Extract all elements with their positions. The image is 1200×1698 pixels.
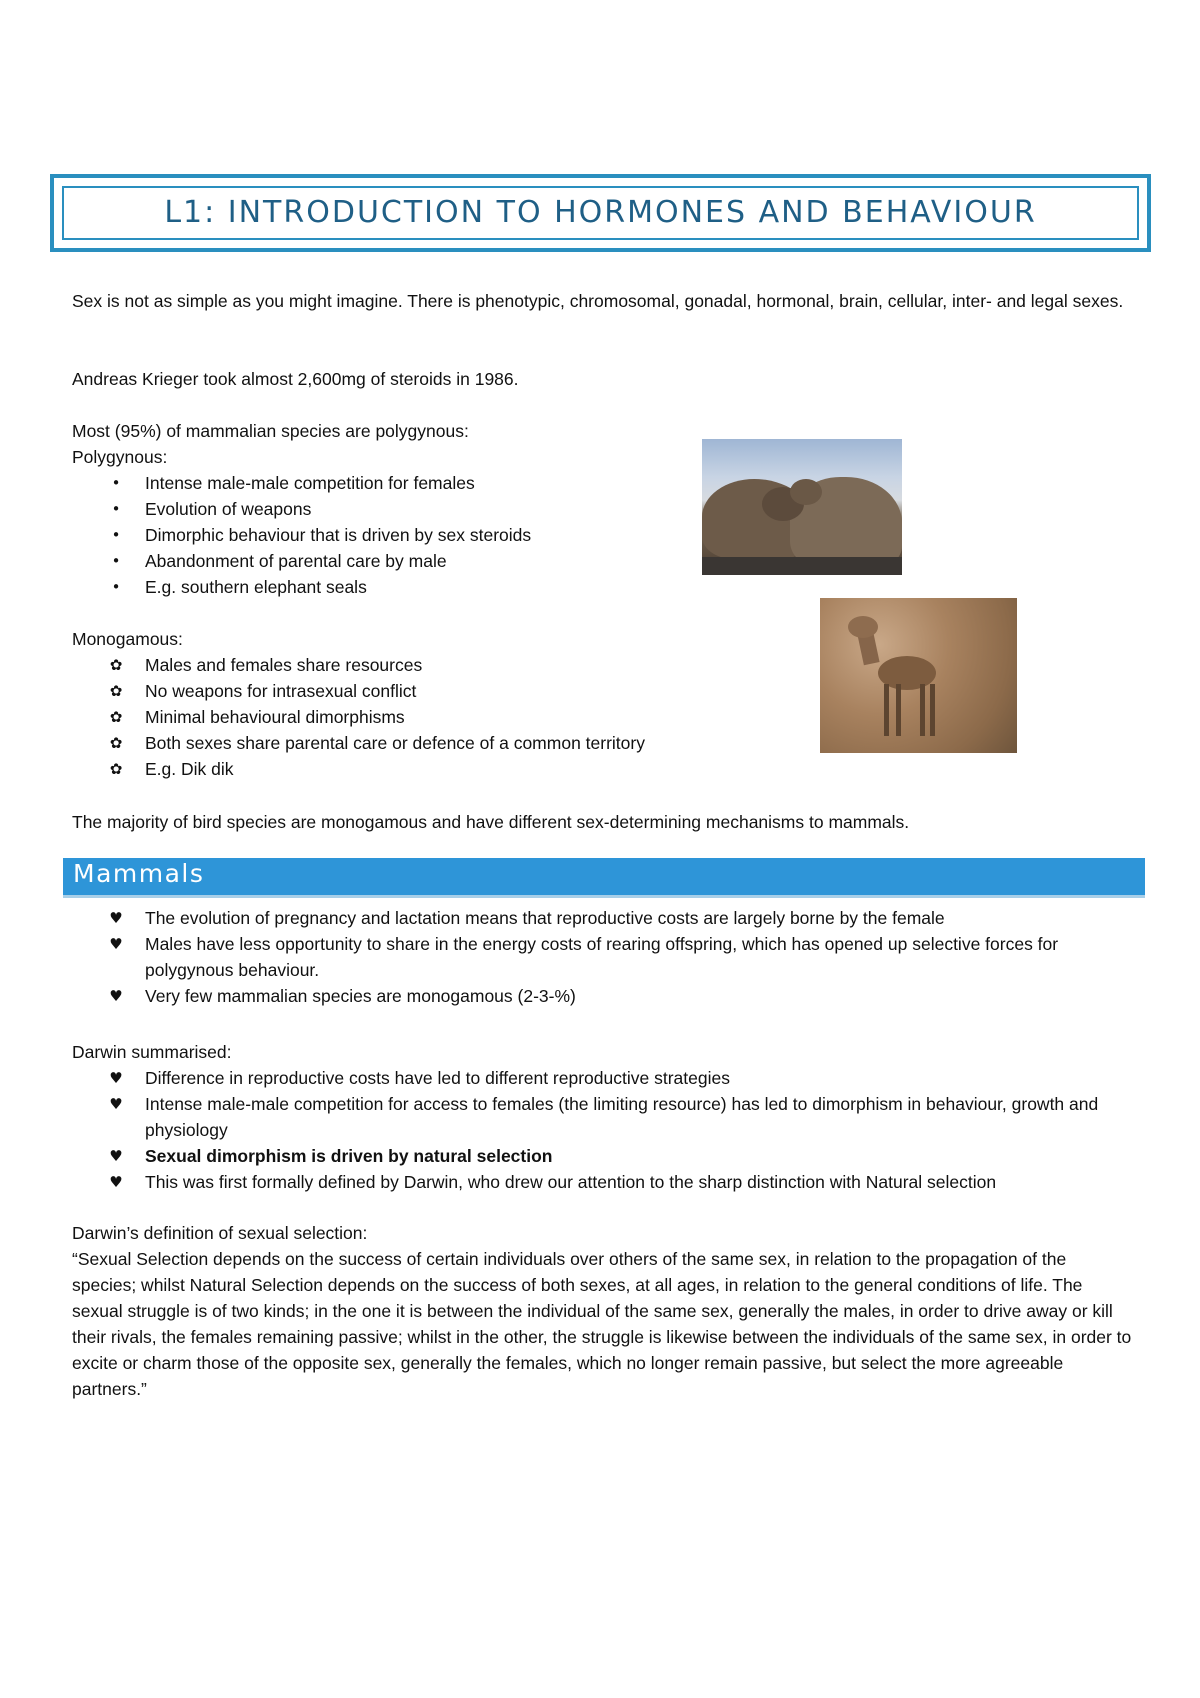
list-item: ♥ Males have less opportunity to share in the energy costs of rearing offspring, which has opened up selective forces for polygynous behaviour. bbox=[72, 931, 1132, 983]
darwin-heading: Darwin summarised: bbox=[72, 1042, 232, 1062]
heart-bullet-icon: ♥ bbox=[109, 1147, 123, 1165]
dik-dik-leg-shape bbox=[930, 684, 935, 736]
polygynous-list bbox=[72, 470, 692, 600]
seal-head-shape bbox=[790, 479, 822, 505]
list-item: • Abandonment of parental care by male bbox=[72, 548, 692, 574]
list-item: ♥ This was first formally defined by Darwin, who drew our attention to the sharp distinction with Natural selection bbox=[72, 1169, 1132, 1195]
list-item: ✿ No weapons for intrasexual conflict bbox=[72, 678, 772, 704]
polygyny-intro: Most (95%) of mammalian species are polygynous: bbox=[72, 421, 469, 441]
birds-text: The majority of bird species are monogamous and have different sex-determining mechanisms to mammals. bbox=[72, 812, 910, 832]
section-title: Mammals bbox=[73, 859, 205, 888]
polygynous-section bbox=[72, 418, 692, 600]
monogamous-heading: Monogamous: bbox=[72, 629, 183, 649]
definition-section bbox=[72, 1220, 1132, 1402]
page-title: L1: INTRODUCTION TO HORMONES AND BEHAVIOUR bbox=[164, 195, 1037, 230]
mammals-list bbox=[72, 905, 1132, 1009]
title-box-inner bbox=[62, 186, 1139, 240]
krieger-paragraph bbox=[72, 366, 1132, 392]
rock-shape bbox=[702, 557, 902, 575]
list-item: ✿ Minimal behavioural dimorphisms bbox=[72, 704, 772, 730]
krieger-text: Andreas Krieger took almost 2,600mg of steroids in 1986. bbox=[72, 369, 519, 389]
heart-bullet-icon: ♥ bbox=[109, 935, 123, 953]
bullet-icon: • bbox=[111, 526, 121, 544]
list-item: ♥ Very few mammalian species are monogamous (2-3-%) bbox=[72, 983, 1132, 1009]
flower-bullet-icon: ✿ bbox=[109, 734, 123, 752]
list-item: • Intense male-male competition for females bbox=[72, 470, 692, 496]
list-item: ♥ Intense male-male competition for access to females (the limiting resource) has led to dimorphism in behaviour, growth and physiology bbox=[72, 1091, 1132, 1143]
bullet-icon: • bbox=[111, 500, 121, 518]
flower-bullet-icon: ✿ bbox=[109, 708, 123, 726]
intro-paragraph bbox=[72, 288, 1132, 314]
darwin-quote: “Sexual Selection depends on the success of certain individuals over others of the same sex, in relation to the propagation of the species; whilst Natural Selection depends on the success of both sexes, at all ages, in relation to the general conditions of life. The sexual struggle is of two kinds; in the one it is between the individual of the same sex, generally the males, in order to drive away or kill their rivals, the females remaining passive; whilst in the other, the struggle is likewise between the individuals of the same sex, in order to excite or charm those of the opposite sex, generally the females, which no longer remain passive, but select the more agreeable partners.” bbox=[72, 1249, 1132, 1399]
list-item: ♥ Difference in reproductive costs have led to different reproductive strategies bbox=[72, 1065, 1132, 1091]
dik-dik-leg-shape bbox=[884, 684, 889, 736]
darwin-list bbox=[72, 1065, 1132, 1195]
bullet-icon: • bbox=[111, 578, 121, 596]
list-item: • E.g. southern elephant seals bbox=[72, 574, 692, 600]
flower-bullet-icon: ✿ bbox=[109, 682, 123, 700]
birds-paragraph bbox=[72, 809, 1132, 835]
mammals-section bbox=[72, 905, 1132, 1009]
heart-bullet-icon: ♥ bbox=[109, 909, 123, 927]
dik-dik-leg-shape bbox=[920, 684, 925, 736]
polygynous-heading: Polygynous: bbox=[72, 447, 168, 467]
mammals-section-header bbox=[63, 858, 1145, 898]
heart-bullet-icon: ♥ bbox=[109, 1069, 123, 1087]
dik-dik-leg-shape bbox=[896, 684, 901, 736]
list-item: ♥ The evolution of pregnancy and lactation means that reproductive costs are largely borne by the female bbox=[72, 905, 1132, 931]
heart-bullet-icon: ♥ bbox=[109, 1095, 123, 1113]
intro-text: Sex is not as simple as you might imagine. There is phenotypic, chromosomal, gonadal, hormonal, brain, cellular, inter- and legal sexes. bbox=[72, 291, 1124, 311]
dik-dik-head-shape bbox=[848, 616, 878, 638]
flower-bullet-icon: ✿ bbox=[109, 656, 123, 674]
dik-dik-photo bbox=[820, 598, 1017, 753]
list-item: ♥ Sexual dimorphism is driven by natural selection bbox=[72, 1143, 1132, 1169]
bullet-icon: • bbox=[111, 552, 121, 570]
flower-bullet-icon: ✿ bbox=[109, 760, 123, 778]
title-box bbox=[50, 174, 1151, 252]
list-item: • Evolution of weapons bbox=[72, 496, 692, 522]
definition-heading: Darwin’s definition of sexual selection: bbox=[72, 1223, 368, 1243]
elephant-seals-photo bbox=[702, 439, 902, 575]
heart-bullet-icon: ♥ bbox=[109, 1173, 123, 1191]
list-item: ✿ E.g. Dik dik bbox=[72, 756, 772, 782]
monogamous-list bbox=[72, 652, 772, 782]
list-item: ✿ Males and females share resources bbox=[72, 652, 772, 678]
list-item: • Dimorphic behaviour that is driven by sex steroids bbox=[72, 522, 692, 548]
list-item: ✿ Both sexes share parental care or defence of a common territory bbox=[72, 730, 772, 756]
bullet-icon: • bbox=[111, 474, 121, 492]
monogamous-section bbox=[72, 626, 772, 782]
darwin-section bbox=[72, 1039, 1132, 1195]
heart-bullet-icon: ♥ bbox=[109, 987, 123, 1005]
